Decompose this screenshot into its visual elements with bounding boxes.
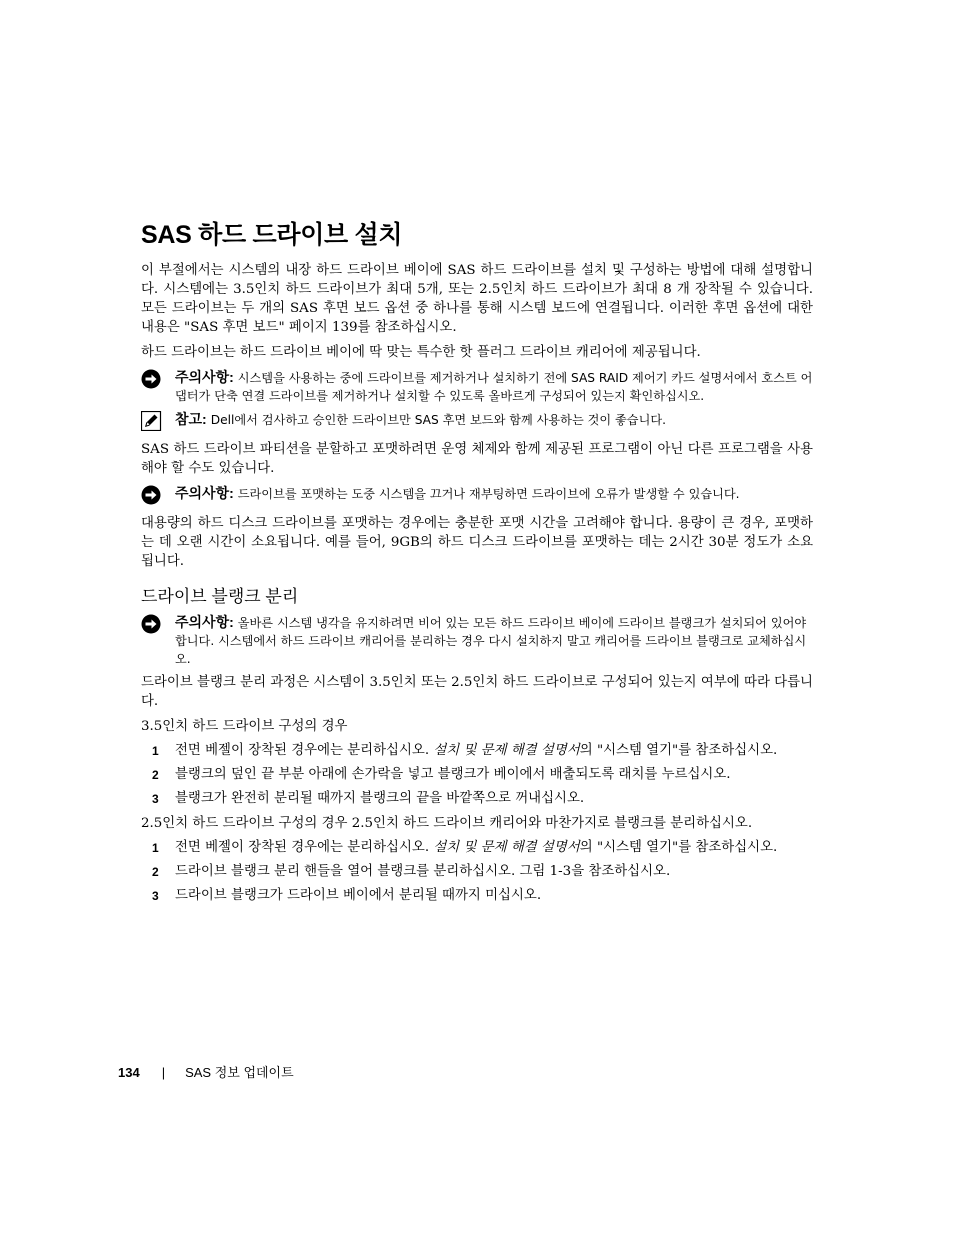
step-text: 블랭크의 덮인 끝 부분 아래에 손가락을 넣고 블랭크가 베이에서 배출되도록 래치를 누르십시오. [175, 767, 731, 782]
notice-3 [141, 613, 813, 668]
step-number: 1 [152, 841, 159, 855]
step-item [141, 839, 813, 857]
note-pencil-icon [141, 410, 175, 435]
blank-paragraph: 드라이브 블랭크 분리 과정은 시스템이 3.5인치 또는 2.5인치 하드 드라이브로 구성되어 있는지 여부에 따라 다릅니다. [141, 675, 813, 709]
carrier-paragraph: 하드 드라이브는 하드 드라이브 베이에 딱 맞는 특수한 핫 플러그 드라이브 캐리어에 제공됩니다. [141, 345, 701, 360]
step-number: 2 [152, 865, 159, 879]
notice-label: 주의사항: [175, 485, 234, 501]
steps-25 [141, 839, 813, 905]
step-item [141, 863, 813, 881]
page-content [141, 218, 813, 911]
step-text: 드라이브 블랭크가 드라이브 베이에서 분리될 때까지 미십시오. [175, 888, 542, 903]
config25-title: 2.5인치 하드 드라이브 구성의 경우 2.5인치 하드 드라이브 캐리어와 마찬가지로 블랭크를 분리하십시오. [141, 816, 753, 831]
notice-label: 주의사항: [175, 369, 234, 385]
step-item [141, 766, 813, 784]
step-number: 3 [152, 889, 159, 903]
step-text: 전면 베젤이 장착된 경우에는 분리하십시오. [175, 743, 434, 758]
notice-icon [141, 613, 175, 668]
step-number: 2 [152, 768, 159, 782]
notice-text: 드라이브를 포맷하는 도중 시스템을 끄거나 재부팅하면 드라이브에 오류가 발생할 수 있습니다. [237, 487, 740, 501]
partition-paragraph: SAS 하드 드라이브 파티션을 분할하고 포맷하려면 운영 체제와 함께 제공된 프로그램이 아닌 다른 프로그램을 사용해야 할 수도 있습니다. [141, 442, 813, 476]
config35-title: 3.5인치 하드 드라이브 구성의 경우 [141, 719, 348, 734]
notice-icon [141, 368, 175, 405]
format-paragraph: 대용량의 하드 디스크 드라이브를 포맷하는 경우에는 충분한 포맷 시간을 고려해야 합니다. 용량이 큰 경우, 포맷하는 데 오랜 시간이 소요됩니다. 예를 들어, 9GB의 하드 디스크 드라이브를 포맷하는 데는 2시간 30분 정도가 소요됩니다. [141, 516, 813, 569]
note-1 [141, 410, 813, 435]
section-title: 드라이브 블랭크 분리 [141, 587, 299, 606]
footer-separator: | [161, 1065, 166, 1080]
note-label: 참고: [175, 411, 207, 427]
step-item [141, 887, 813, 905]
step-text: 드라이브 블랭크 분리 핸들을 열어 블랭크를 분리하십시오. 그림 1-3을 참조하십시오. [175, 864, 671, 879]
step-doc-title: 설치 및 문제 해결 설명서 [433, 743, 580, 758]
page-title: SAS 하드 드라이브 설치 [141, 221, 403, 249]
step-doc-title: 설치 및 문제 해결 설명서 [433, 840, 580, 855]
intro-paragraph: 이 부절에서는 시스템의 내장 하드 드라이브 베이에 SAS 하드 드라이브를 설치 및 구성하는 방법에 대해 설명합니다. 시스템에는 3.5인치 하드 드라이브가 최대 5개, 또는 2.5인치 하드 드라이브가 최대 8 개 장착될 수 있습니다. 모든 드라이브는 두 개의 SAS 후면 보드 옵션 중 하나를 통해 시스템 보드에 연결됩니다. 이러한 후면 옵션에 대한 내용은 "SAS 후면 보드" 페이지 139를 참조하십시오. [141, 263, 813, 335]
notice-text: 올바른 시스템 냉각을 유지하려면 비어 있는 모든 하드 드라이브 베이에 드라이브 블랭크가 설치되어 있어야 합니다. 시스템에서 하드 드라이브 캐리어를 분리하는 경우 다시 설치하지 말고 캐리어를 드라이브 블랭크로 교체하십시오. [175, 616, 807, 666]
step-item [141, 790, 813, 808]
notice-text: 시스템을 사용하는 중에 드라이브를 제거하거나 설치하기 전에 SAS RAID 제어기 카드 설명서에서 호스트 어댑터가 단축 연결 드라이브를 제거하거나 설치할 수 있도록 올바르게 구성되어 있는지 확인하십시오. [175, 371, 813, 403]
step-text: 블랭크가 완전히 분리될 때까지 블랭크의 끝을 바깥쪽으로 꺼내십시오. [175, 791, 585, 806]
notice-1 [141, 368, 813, 405]
step-text-post: 의 "시스템 열기"를 참조하십시오. [579, 743, 778, 758]
notice-label: 주의사항: [175, 614, 234, 630]
steps-35 [141, 742, 813, 808]
footer-section: SAS 정보 업데이트 [185, 1065, 294, 1080]
notice-2 [141, 484, 813, 509]
step-text-post: 의 "시스템 열기"를 참조하십시오. [579, 840, 778, 855]
note-text: Dell에서 검사하고 승인한 드라이브만 SAS 후면 보드와 함께 사용하는 것이 좋습니다. [210, 413, 666, 427]
notice-icon [141, 484, 175, 509]
step-text: 전면 베젤이 장착된 경우에는 분리하십시오. [175, 840, 434, 855]
page-footer [118, 1062, 294, 1081]
step-item [141, 742, 813, 760]
step-number: 3 [152, 792, 159, 806]
page-number: 134 [118, 1065, 140, 1080]
step-number: 1 [152, 744, 159, 758]
